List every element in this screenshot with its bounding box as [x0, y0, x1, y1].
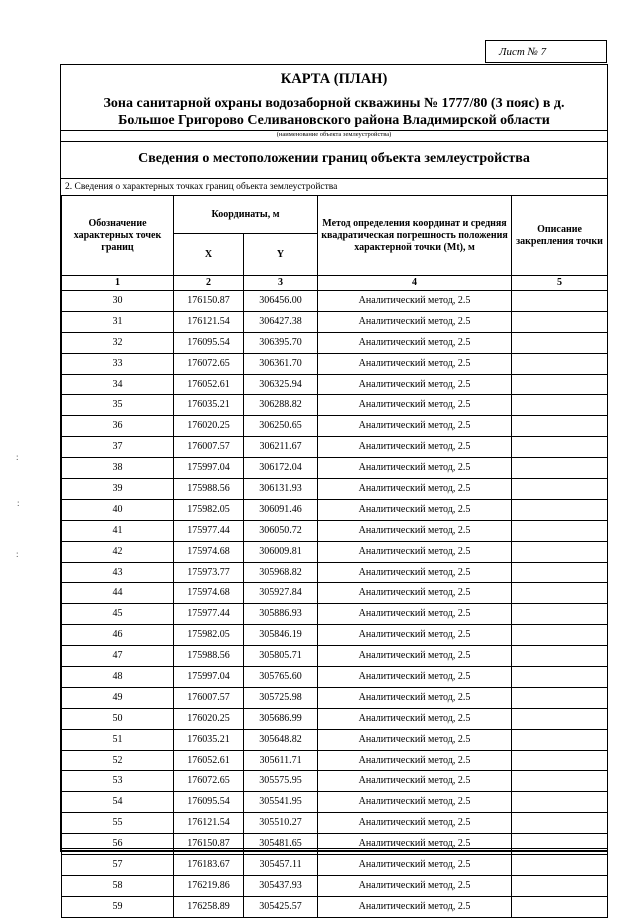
description-cell	[512, 729, 608, 750]
description-cell	[512, 708, 608, 729]
x-cell: 176219.86	[174, 875, 244, 896]
method-cell: Аналитический метод, 2.5	[318, 625, 512, 646]
description-cell	[512, 437, 608, 458]
x-cell: 176095.54	[174, 792, 244, 813]
description-cell	[512, 750, 608, 771]
method-cell: Аналитический метод, 2.5	[318, 353, 512, 374]
description-cell	[512, 687, 608, 708]
method-cell: Аналитический метод, 2.5	[318, 813, 512, 834]
y-cell: 305765.60	[244, 667, 318, 688]
y-cell: 305846.19	[244, 625, 318, 646]
column-number: 2	[174, 276, 244, 291]
y-cell: 305805.71	[244, 646, 318, 667]
point-cell: 55	[62, 813, 174, 834]
x-cell: 176035.21	[174, 395, 244, 416]
x-cell: 176258.89	[174, 896, 244, 917]
point-cell: 59	[62, 896, 174, 917]
y-cell: 306427.38	[244, 311, 318, 332]
method-cell: Аналитический метод, 2.5	[318, 875, 512, 896]
description-cell	[512, 771, 608, 792]
table-row	[62, 687, 608, 708]
x-cell: 176150.87	[174, 291, 244, 312]
description-cell	[512, 625, 608, 646]
table-row	[62, 458, 608, 479]
table-row	[62, 771, 608, 792]
x-cell: 175982.05	[174, 499, 244, 520]
x-cell: 176020.25	[174, 416, 244, 437]
description-cell	[512, 458, 608, 479]
table-row	[62, 708, 608, 729]
description-cell	[512, 541, 608, 562]
point-cell: 47	[62, 646, 174, 667]
page-subtitle	[61, 95, 607, 129]
method-cell: Аналитический метод, 2.5	[318, 855, 512, 876]
x-cell: 176020.25	[174, 708, 244, 729]
point-cell: 54	[62, 792, 174, 813]
margin-mark: :	[16, 549, 19, 559]
subsection-caption: 2. Сведения о характерных точках границ объекта землеустройства	[65, 182, 338, 192]
sheet-number-label: Лист № 7	[485, 40, 607, 63]
y-cell: 306211.67	[244, 437, 318, 458]
description-cell	[512, 855, 608, 876]
method-cell: Аналитический метод, 2.5	[318, 646, 512, 667]
page-title: КАРТА (ПЛАН)	[280, 71, 388, 87]
column-number: 1	[62, 276, 174, 291]
y-cell: 305968.82	[244, 562, 318, 583]
table-row	[62, 291, 608, 312]
method-cell: Аналитический метод, 2.5	[318, 416, 512, 437]
points-table	[61, 195, 608, 918]
y-cell: 306131.93	[244, 479, 318, 500]
table-row	[62, 604, 608, 625]
description-cell	[512, 583, 608, 604]
point-cell: 46	[62, 625, 174, 646]
description-cell	[512, 499, 608, 520]
object-caption: (наименование объекта землеустройства)	[276, 131, 392, 138]
method-cell: Аналитический метод, 2.5	[318, 437, 512, 458]
x-cell: 175982.05	[174, 625, 244, 646]
point-cell: 38	[62, 458, 174, 479]
section-title: Сведения о местоположении границ объекта землеустройства	[138, 151, 530, 166]
y-cell: 306091.46	[244, 499, 318, 520]
y-cell: 305541.95	[244, 792, 318, 813]
point-cell: 37	[62, 437, 174, 458]
point-cell: 53	[62, 771, 174, 792]
x-cell: 175997.04	[174, 458, 244, 479]
point-cell: 36	[62, 416, 174, 437]
y-cell: 306325.94	[244, 374, 318, 395]
method-cell: Аналитический метод, 2.5	[318, 541, 512, 562]
y-cell: 305481.65	[244, 834, 318, 855]
table-row	[62, 353, 608, 374]
point-cell: 48	[62, 667, 174, 688]
x-cell: 175977.44	[174, 520, 244, 541]
column-number: 5	[512, 276, 608, 291]
column-number: 3	[244, 276, 318, 291]
header-point: Обозначение характерных точек границ	[62, 196, 174, 276]
divider	[61, 141, 607, 142]
table-row	[62, 479, 608, 500]
table-row	[62, 499, 608, 520]
point-cell: 32	[62, 332, 174, 353]
margin-mark: :	[17, 498, 20, 508]
method-cell: Аналитический метод, 2.5	[318, 750, 512, 771]
point-cell: 31	[62, 311, 174, 332]
description-cell	[512, 479, 608, 500]
x-cell: 176052.61	[174, 374, 244, 395]
divider	[61, 178, 607, 179]
x-cell: 176035.21	[174, 729, 244, 750]
table-row	[62, 437, 608, 458]
y-cell: 306250.65	[244, 416, 318, 437]
point-cell: 57	[62, 855, 174, 876]
description-cell	[512, 896, 608, 917]
x-cell: 176007.57	[174, 437, 244, 458]
table-row	[62, 646, 608, 667]
x-cell: 176007.57	[174, 687, 244, 708]
table-row	[62, 520, 608, 541]
y-cell: 305575.95	[244, 771, 318, 792]
table-row	[62, 332, 608, 353]
description-cell	[512, 311, 608, 332]
description-cell	[512, 416, 608, 437]
method-cell: Аналитический метод, 2.5	[318, 604, 512, 625]
x-cell: 176052.61	[174, 750, 244, 771]
method-cell: Аналитический метод, 2.5	[318, 562, 512, 583]
x-cell: 175974.68	[174, 541, 244, 562]
y-cell: 306009.81	[244, 541, 318, 562]
point-cell: 52	[62, 750, 174, 771]
point-cell: 30	[62, 291, 174, 312]
point-cell: 43	[62, 562, 174, 583]
y-cell: 306172.04	[244, 458, 318, 479]
description-cell	[512, 604, 608, 625]
table-row	[62, 541, 608, 562]
point-cell: 41	[62, 520, 174, 541]
method-cell: Аналитический метод, 2.5	[318, 458, 512, 479]
point-cell: 39	[62, 479, 174, 500]
table-row	[62, 667, 608, 688]
header-y: Y	[244, 234, 318, 276]
description-cell	[512, 395, 608, 416]
x-cell: 176072.65	[174, 353, 244, 374]
table-row	[62, 416, 608, 437]
method-cell: Аналитический метод, 2.5	[318, 311, 512, 332]
x-cell: 176121.54	[174, 311, 244, 332]
table-row	[62, 875, 608, 896]
method-cell: Аналитический метод, 2.5	[318, 499, 512, 520]
description-cell	[512, 291, 608, 312]
subtitle-line-2: Большое Григорово Селивановского района Владимирской области	[118, 113, 550, 128]
point-cell: 42	[62, 541, 174, 562]
point-cell: 35	[62, 395, 174, 416]
method-cell: Аналитический метод, 2.5	[318, 771, 512, 792]
method-cell: Аналитический метод, 2.5	[318, 792, 512, 813]
point-cell: 56	[62, 834, 174, 855]
y-cell: 306361.70	[244, 353, 318, 374]
x-cell: 176150.87	[174, 834, 244, 855]
y-cell: 305886.93	[244, 604, 318, 625]
description-cell	[512, 813, 608, 834]
x-cell: 175973.77	[174, 562, 244, 583]
frame-bottom-border	[60, 848, 608, 852]
table-row	[62, 562, 608, 583]
method-cell: Аналитический метод, 2.5	[318, 834, 512, 855]
y-cell: 306288.82	[244, 395, 318, 416]
x-cell: 176183.67	[174, 855, 244, 876]
x-cell: 175988.56	[174, 646, 244, 667]
x-cell: 175997.04	[174, 667, 244, 688]
description-cell	[512, 374, 608, 395]
table-row	[62, 311, 608, 332]
table-row	[62, 855, 608, 876]
y-cell: 305725.98	[244, 687, 318, 708]
method-cell: Аналитический метод, 2.5	[318, 667, 512, 688]
point-cell: 44	[62, 583, 174, 604]
document-frame	[60, 64, 608, 912]
method-cell: Аналитический метод, 2.5	[318, 520, 512, 541]
method-cell: Аналитический метод, 2.5	[318, 332, 512, 353]
description-cell	[512, 792, 608, 813]
description-cell	[512, 353, 608, 374]
point-cell: 58	[62, 875, 174, 896]
y-cell: 305686.99	[244, 708, 318, 729]
method-cell: Аналитический метод, 2.5	[318, 583, 512, 604]
margin-mark: :	[16, 452, 19, 462]
header-method: Метод определения координат и средняя квадратическая погрешность положения характерной точки (Mt), м	[318, 196, 512, 276]
y-cell: 305510.27	[244, 813, 318, 834]
y-cell: 305457.11	[244, 855, 318, 876]
table-row	[62, 395, 608, 416]
point-cell: 50	[62, 708, 174, 729]
header-x: X	[174, 234, 244, 276]
x-cell: 176121.54	[174, 813, 244, 834]
y-cell: 305927.84	[244, 583, 318, 604]
method-cell: Аналитический метод, 2.5	[318, 708, 512, 729]
table-row	[62, 729, 608, 750]
method-cell: Аналитический метод, 2.5	[318, 395, 512, 416]
subtitle-line-1: Зона санитарной охраны водозаборной скважины № 1777/80 (3 пояс) в д.	[103, 96, 565, 111]
header-coords: Координаты, м	[174, 196, 318, 234]
table-row	[62, 750, 608, 771]
description-cell	[512, 875, 608, 896]
point-cell: 51	[62, 729, 174, 750]
x-cell: 175988.56	[174, 479, 244, 500]
table-row	[62, 792, 608, 813]
table-row	[62, 625, 608, 646]
y-cell: 305425.57	[244, 896, 318, 917]
method-cell: Аналитический метод, 2.5	[318, 687, 512, 708]
point-cell: 34	[62, 374, 174, 395]
header-description: Описание закрепления точки	[512, 196, 608, 276]
y-cell: 306456.00	[244, 291, 318, 312]
y-cell: 305648.82	[244, 729, 318, 750]
description-cell	[512, 332, 608, 353]
point-cell: 45	[62, 604, 174, 625]
description-cell	[512, 646, 608, 667]
method-cell: Аналитический метод, 2.5	[318, 291, 512, 312]
x-cell: 175977.44	[174, 604, 244, 625]
description-cell	[512, 520, 608, 541]
method-cell: Аналитический метод, 2.5	[318, 896, 512, 917]
x-cell: 176095.54	[174, 332, 244, 353]
point-cell: 49	[62, 687, 174, 708]
table-row	[62, 583, 608, 604]
table-row	[62, 896, 608, 917]
x-cell: 175974.68	[174, 583, 244, 604]
point-cell: 40	[62, 499, 174, 520]
method-cell: Аналитический метод, 2.5	[318, 729, 512, 750]
y-cell: 305611.71	[244, 750, 318, 771]
y-cell: 306395.70	[244, 332, 318, 353]
y-cell: 305437.93	[244, 875, 318, 896]
x-cell: 176072.65	[174, 771, 244, 792]
point-cell: 33	[62, 353, 174, 374]
method-cell: Аналитический метод, 2.5	[318, 479, 512, 500]
table-row	[62, 374, 608, 395]
description-cell	[512, 667, 608, 688]
y-cell: 306050.72	[244, 520, 318, 541]
column-number: 4	[318, 276, 512, 291]
table-row	[62, 813, 608, 834]
method-cell: Аналитический метод, 2.5	[318, 374, 512, 395]
description-cell	[512, 562, 608, 583]
